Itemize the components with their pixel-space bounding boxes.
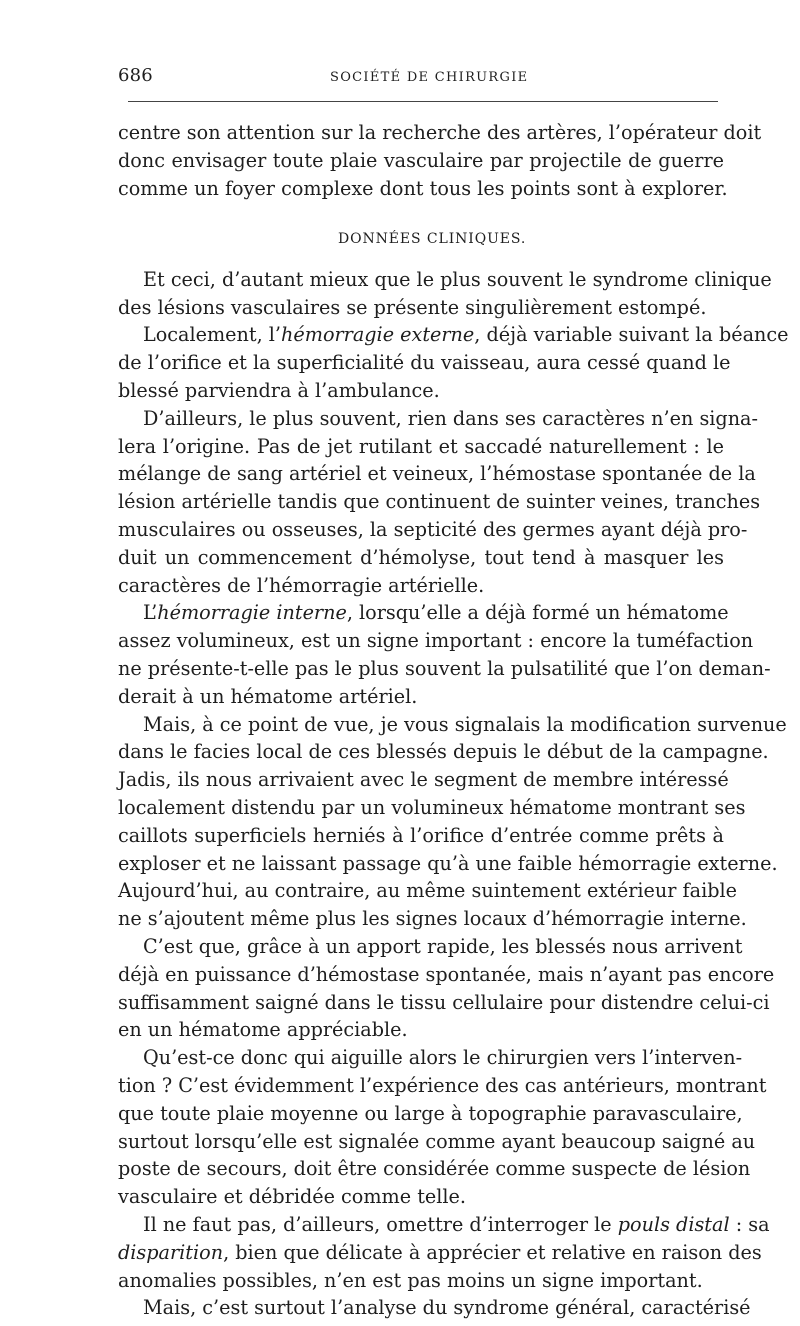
text-line: vasculaire et débridée comme telle. [118, 1185, 466, 1208]
text-line [143, 1213, 770, 1237]
text-line: Jadis, ils nous arrivaient avec le segment de membre intéressé [118, 768, 729, 791]
text-run: , bien que délicate à apprécier et relative en raison des [223, 1241, 762, 1264]
text-line: Qu’est-ce donc qui aiguille alors le chirurgien vers l’interven- [143, 1046, 743, 1069]
text-run: : sa [729, 1213, 770, 1236]
text-line: localement distendu par un volumineux hématome montrant ses [118, 796, 746, 819]
text-line: blessé parviendra à l’ambulance. [118, 379, 440, 402]
text-line: que toute plaie moyenne ou large à topographie paravasculaire, [118, 1102, 743, 1125]
text-run-italic: hémorragie externe [281, 323, 475, 346]
text-line: ne s’ajoutent même plus les signes locaux d’hémorragie interne. [118, 907, 747, 930]
page-header [118, 64, 718, 90]
text-line: Et ceci, d’autant mieux que le plus souvent le syndrome clinique [143, 268, 772, 291]
text-line: surtout lorsqu’elle est signalée comme ayant beaucoup saigné au [118, 1130, 756, 1153]
text-line: lésion artérielle tandis que continuent de suinter veines, tranches [118, 490, 761, 513]
text-line [118, 1241, 762, 1265]
text-line: dans le facies local de ces blessés depuis le début de la campagne. [118, 740, 769, 763]
text-line: derait à un hématome artériel. [118, 685, 418, 708]
text-line: lera l’origine. Pas de jet rutilant et saccadé naturellement : le [118, 435, 724, 458]
text-run-italic: pouls distal [617, 1213, 730, 1236]
text-line: anomalies possibles, n’en est pas moins un signe important. [118, 1269, 703, 1292]
page-number: 686 [118, 65, 153, 86]
text-line: de l’orifice et la superficialité du vaisseau, aura cessé quand le [118, 351, 731, 374]
text-line: Mais, à ce point de vue, je vous signalais la modification survenue [143, 713, 787, 736]
text-line: exploser et ne laissant passage qu’à une faible hémorragie externe. [118, 852, 778, 875]
text-line: C’est que, grâce à un apport rapide, les blessés nous arrivent [143, 935, 743, 958]
text-line: assez volumineux, est un signe important : encore la tuméfaction [118, 629, 754, 652]
text-line: poste de secours, doit être considérée comme suspecte de lésion [118, 1157, 751, 1180]
text-line: caillots superficiels herniés à l’orifice d’entrée comme prêts à [118, 824, 724, 847]
header-rule [128, 101, 718, 102]
section-title: DONNÉES CLINIQUES. [338, 231, 527, 247]
text-run: , déjà variable suivant la béance [474, 323, 789, 346]
text-run: Il ne faut pas, d’ailleurs, omettre d’interroger le [143, 1213, 618, 1236]
text-line: mélange de sang artériel et veineux, l’hémostase spontanée de la [118, 462, 756, 485]
text-line: tion ? C’est évidemment l’expérience des cas antérieurs, montrant [118, 1074, 767, 1097]
text-line: Mais, c’est surtout l’analyse du syndrome général, caractérisé [143, 1296, 751, 1319]
text-line: duit un commencement d’hémolyse, tout tend à masquer les [118, 546, 724, 569]
text-run: Localement, l’ [143, 323, 282, 346]
text-line: en un hématome appréciable. [118, 1018, 408, 1041]
text-line [143, 601, 729, 625]
running-head: SOCIÉTÉ DE CHIRURGIE [330, 70, 529, 85]
text-line: musculaires ou osseuses, la septicité des germes ayant déjà pro- [118, 518, 748, 541]
text-line: ne présente-t-elle pas le plus souvent la pulsatilité que l’on deman- [118, 657, 771, 680]
text-run: L’ [143, 601, 158, 624]
text-run-italic: hémorragie interne [157, 601, 347, 624]
text-line: donc envisager toute plaie vasculaire par projectile de guerre [118, 149, 724, 172]
text-run: , lorsqu’elle a déjà formé un hématome [346, 601, 729, 624]
text-line: des lésions vasculaires se présente singulièrement estompé. [118, 296, 707, 319]
text-line: Aujourd’hui, au contraire, au même suintement extérieur faible [118, 879, 737, 902]
text-line [143, 323, 789, 347]
text-line: suffisamment saigné dans le tissu cellulaire pour distendre celui-ci [118, 991, 770, 1014]
text-run-italic: disparition [118, 1241, 224, 1264]
text-line: D’ailleurs, le plus souvent, rien dans ses caractères n’en signa- [143, 407, 758, 430]
text-line: déjà en puissance d’hémostase spontanée, mais n’ayant pas encore [118, 963, 775, 986]
text-line: caractères de l’hémorragie artérielle. [118, 574, 485, 597]
text-line: centre son attention sur la recherche des artères, l’opérateur doit [118, 121, 762, 144]
text-line: comme un foyer complexe dont tous les points sont à explorer. [118, 177, 728, 200]
